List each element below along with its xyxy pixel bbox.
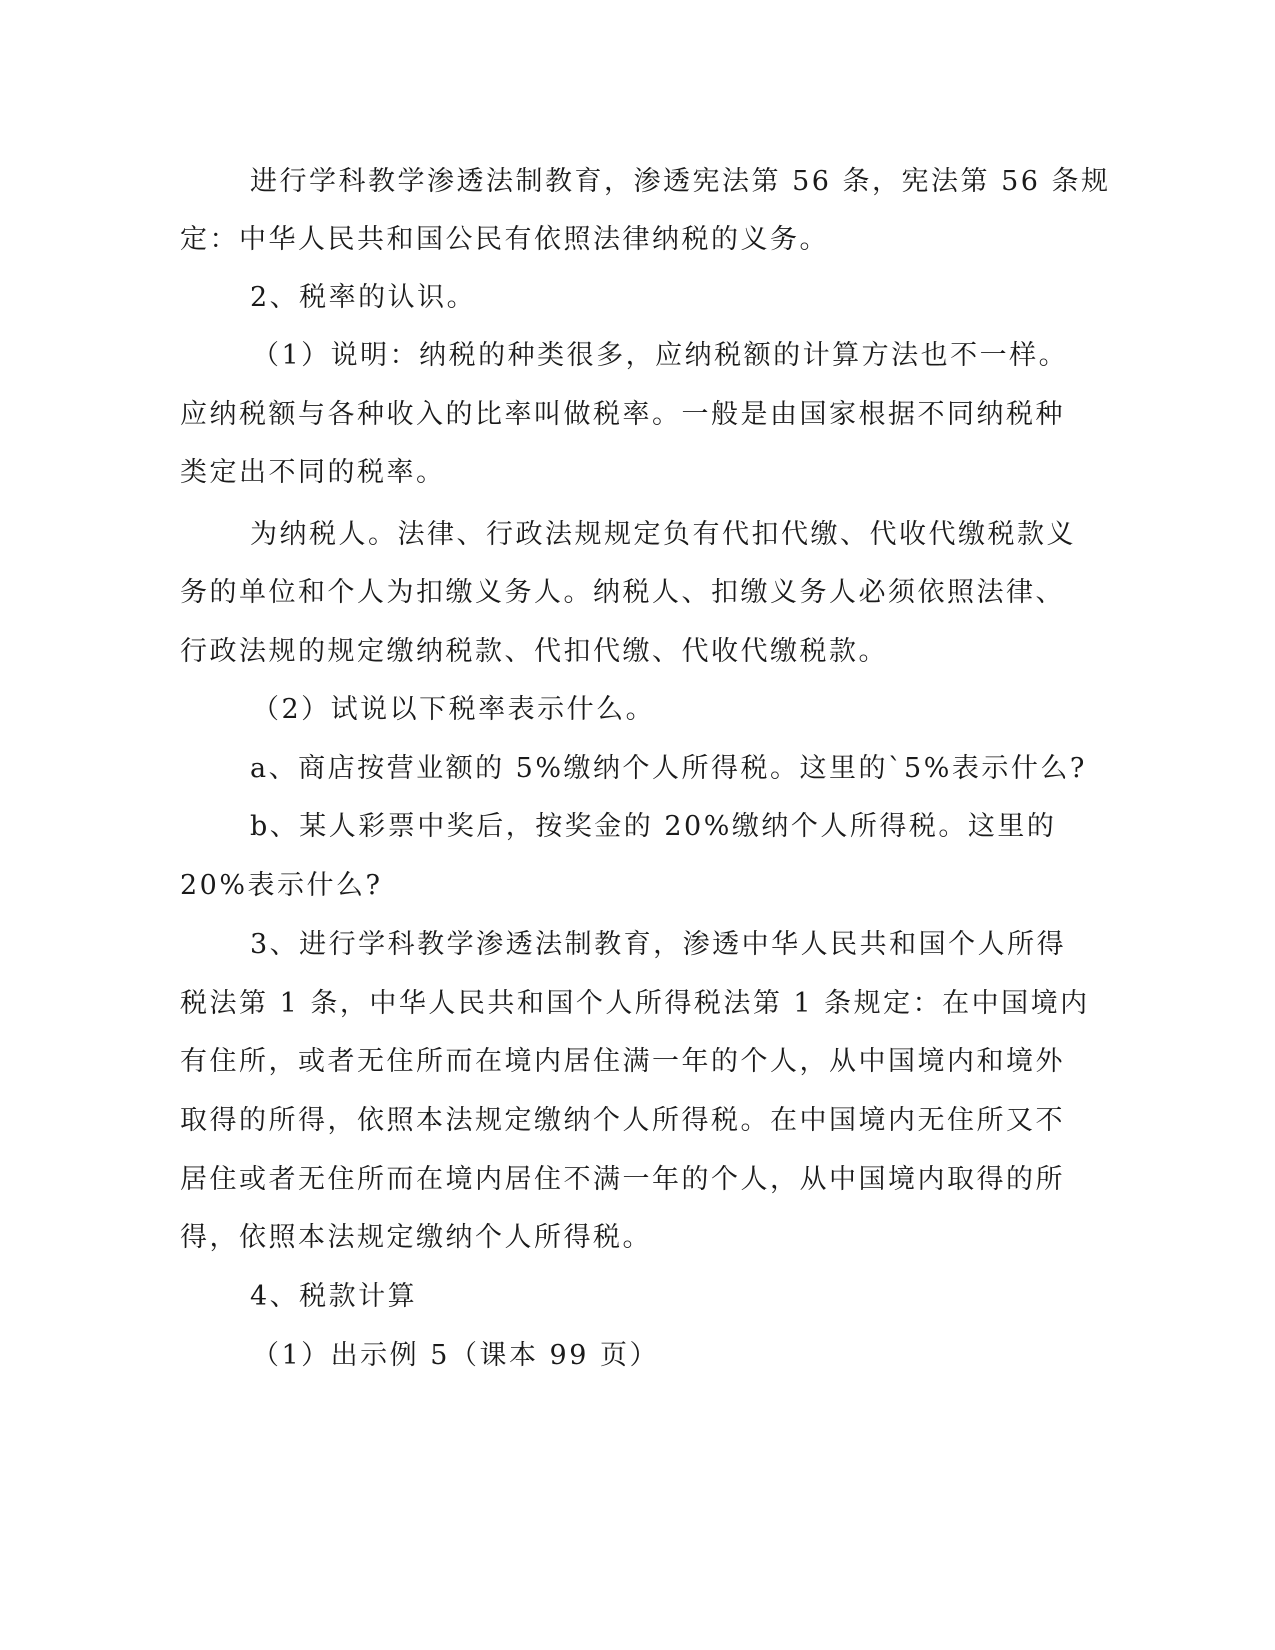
- text-line-18: 居住或者无住所而在境内居住不满一年的个人，从中国境内取得的所: [180, 1164, 1065, 1195]
- text-line-11: a、商店按营业额的 5%缴纳个人所得税。这里的`5%表示什么?: [250, 753, 1087, 784]
- text-line-7: 为纳税人。法律、行政法规规定负有代扣代缴、代收代缴税款义: [250, 519, 1076, 550]
- text-line-13: 20%表示什么?: [180, 870, 383, 901]
- text-line-17: 取得的所得，依照本法规定缴纳个人所得税。在中国境内无住所又不: [180, 1105, 1065, 1136]
- section-heading-2: 2、税率的认识。: [250, 282, 477, 313]
- section-heading-3: 3、进行学科教学渗透法制教育，渗透中华人民共和国个人所得: [250, 929, 1067, 960]
- text-line-5: 应纳税额与各种收入的比率叫做税率。一般是由国家根据不同纳税种: [180, 399, 1065, 430]
- text-line-8: 务的单位和个人为扣缴义务人。纳税人、扣缴义务人必须依照法律、: [180, 577, 1065, 608]
- text-line-2: 定：中华人民共和国公民有依照法律纳税的义务。: [180, 224, 829, 255]
- text-line-4: （1）说明：纳税的种类很多，应纳税额的计算方法也不一样。: [252, 340, 1069, 371]
- text-line-9: 行政法规的规定缴纳税款、代扣代缴、代收代缴税款。: [180, 636, 888, 667]
- section-heading-4: 4、税款计算: [250, 1281, 418, 1312]
- text-line-21: （1）出示例 5（课本 99 页）: [252, 1340, 659, 1371]
- text-line-15: 税法第 1 条，中华人民共和国个人所得税法第 1 条规定：在中国境内: [180, 988, 1090, 1019]
- text-line-6: 类定出不同的税率。: [180, 457, 446, 488]
- text-line-12: b、某人彩票中奖后，按奖金的 20%缴纳个人所得税。这里的: [250, 811, 1057, 842]
- text-line-1: 进行学科教学渗透法制教育，渗透宪法第 56 条，宪法第 56 条规: [250, 166, 1111, 197]
- text-line-19: 得，依照本法规定缴纳个人所得税。: [180, 1222, 652, 1253]
- text-line-10: （2）试说以下税率表示什么。: [252, 694, 656, 725]
- text-line-16: 有住所，或者无住所而在境内居住满一年的个人，从中国境内和境外: [180, 1046, 1065, 1077]
